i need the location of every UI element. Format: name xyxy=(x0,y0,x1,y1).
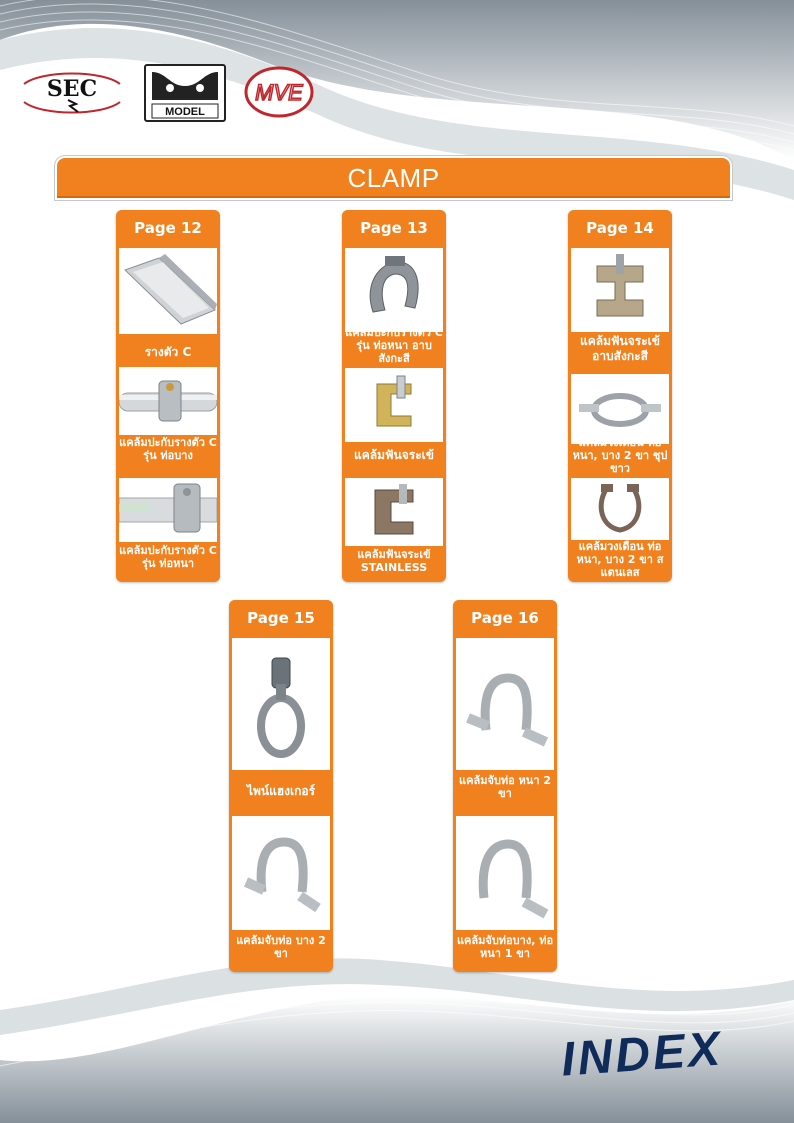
product-photo xyxy=(119,367,217,435)
product-photo xyxy=(232,638,330,770)
product-photo xyxy=(456,816,554,930)
product-photo xyxy=(345,368,443,442)
galvanized-beam-clamp-icon xyxy=(571,248,669,332)
rail-clamp-thick-icon xyxy=(119,478,217,542)
product-photo xyxy=(232,816,330,930)
catalog-card-page-15[interactable] xyxy=(229,600,333,972)
card-page-label: Page 12 xyxy=(116,210,220,246)
product-photo xyxy=(571,478,669,540)
ring-hanger-icon xyxy=(571,374,669,444)
index-heading xyxy=(552,1018,732,1088)
sec-logo xyxy=(22,66,122,120)
stainless-beam-clamp-icon xyxy=(345,478,443,546)
product-label: แคล้มจับท่อ บาง 2 ขา xyxy=(236,934,326,960)
card-page-label: Page 15 xyxy=(229,600,333,636)
two-leg-pipe-strap-thin-icon xyxy=(232,816,330,930)
catalog-card-page-13[interactable] xyxy=(342,210,446,582)
catalog-card-page-14[interactable] xyxy=(568,210,672,582)
product-label: รางตัว C xyxy=(144,345,192,359)
section-title: CLAMP xyxy=(347,163,440,193)
product-label: แคล้มฟันจระเข้ xyxy=(354,448,434,462)
two-leg-pipe-strap-thick-icon xyxy=(456,638,554,770)
svg-text:MODEL: MODEL xyxy=(165,106,205,118)
product-photo xyxy=(119,248,217,334)
product-label: แคล้มปะกับรางตัว C รุ่น ท่อหนา อาบสังกะสี xyxy=(345,326,443,365)
product-photo xyxy=(456,638,554,770)
card-page-label: Page 16 xyxy=(453,600,557,636)
product-label: แคล้มปะกับรางตัว C รุ่น ท่อบาง xyxy=(119,436,217,462)
product-label: แคล้มฟันจระเข้ อาบสังกะสี xyxy=(580,334,660,363)
svg-text:INDEX: INDEX xyxy=(559,1022,725,1087)
svg-text:SEC: SEC xyxy=(46,76,98,102)
catalog-card-page-16[interactable] xyxy=(453,600,557,972)
c-channel-rail-icon xyxy=(119,248,217,334)
product-label: แคล้มฟันจระเข้ STAINLESS xyxy=(357,548,431,574)
product-photo xyxy=(571,248,669,332)
product-photo xyxy=(345,478,443,546)
product-photo xyxy=(119,478,217,542)
one-leg-pipe-strap-icon xyxy=(456,816,554,930)
mve-logo xyxy=(244,66,314,118)
pipe-hanger-icon xyxy=(232,638,330,770)
section-banner xyxy=(57,158,730,198)
galvanized-rail-clamp-icon xyxy=(345,248,443,332)
beam-clamp-icon xyxy=(345,368,443,442)
product-label: แคล้มปะกับรางตัว C รุ่น ท่อหนา xyxy=(119,544,217,570)
product-label: แคล้มจับท่อบาง, ท่อหนา 1 ขา xyxy=(456,934,554,960)
card-page-label: Page 14 xyxy=(568,210,672,246)
card-page-label: Page 13 xyxy=(342,210,446,246)
model-logo xyxy=(144,64,226,122)
product-label: แคล้มวงเดือน ท่อหนา, บาง 2 ขา ชุปขาว xyxy=(572,436,668,475)
product-photo xyxy=(345,248,443,332)
rail-clamp-thin-icon xyxy=(119,367,217,435)
catalog-card-page-12[interactable] xyxy=(116,210,220,582)
product-label: แคล้มวงเดือน ท่อหนา, บาง 2 ขา สแตนเลส xyxy=(576,540,664,579)
product-label: แคล้มจับท่อ หนา 2 ขา xyxy=(459,774,551,800)
stainless-ring-hanger-icon xyxy=(571,478,669,540)
product-label: ไพน์แฮงเกอร์ xyxy=(246,784,316,798)
svg-text:MVE: MVE xyxy=(255,80,303,105)
product-photo xyxy=(571,374,669,444)
